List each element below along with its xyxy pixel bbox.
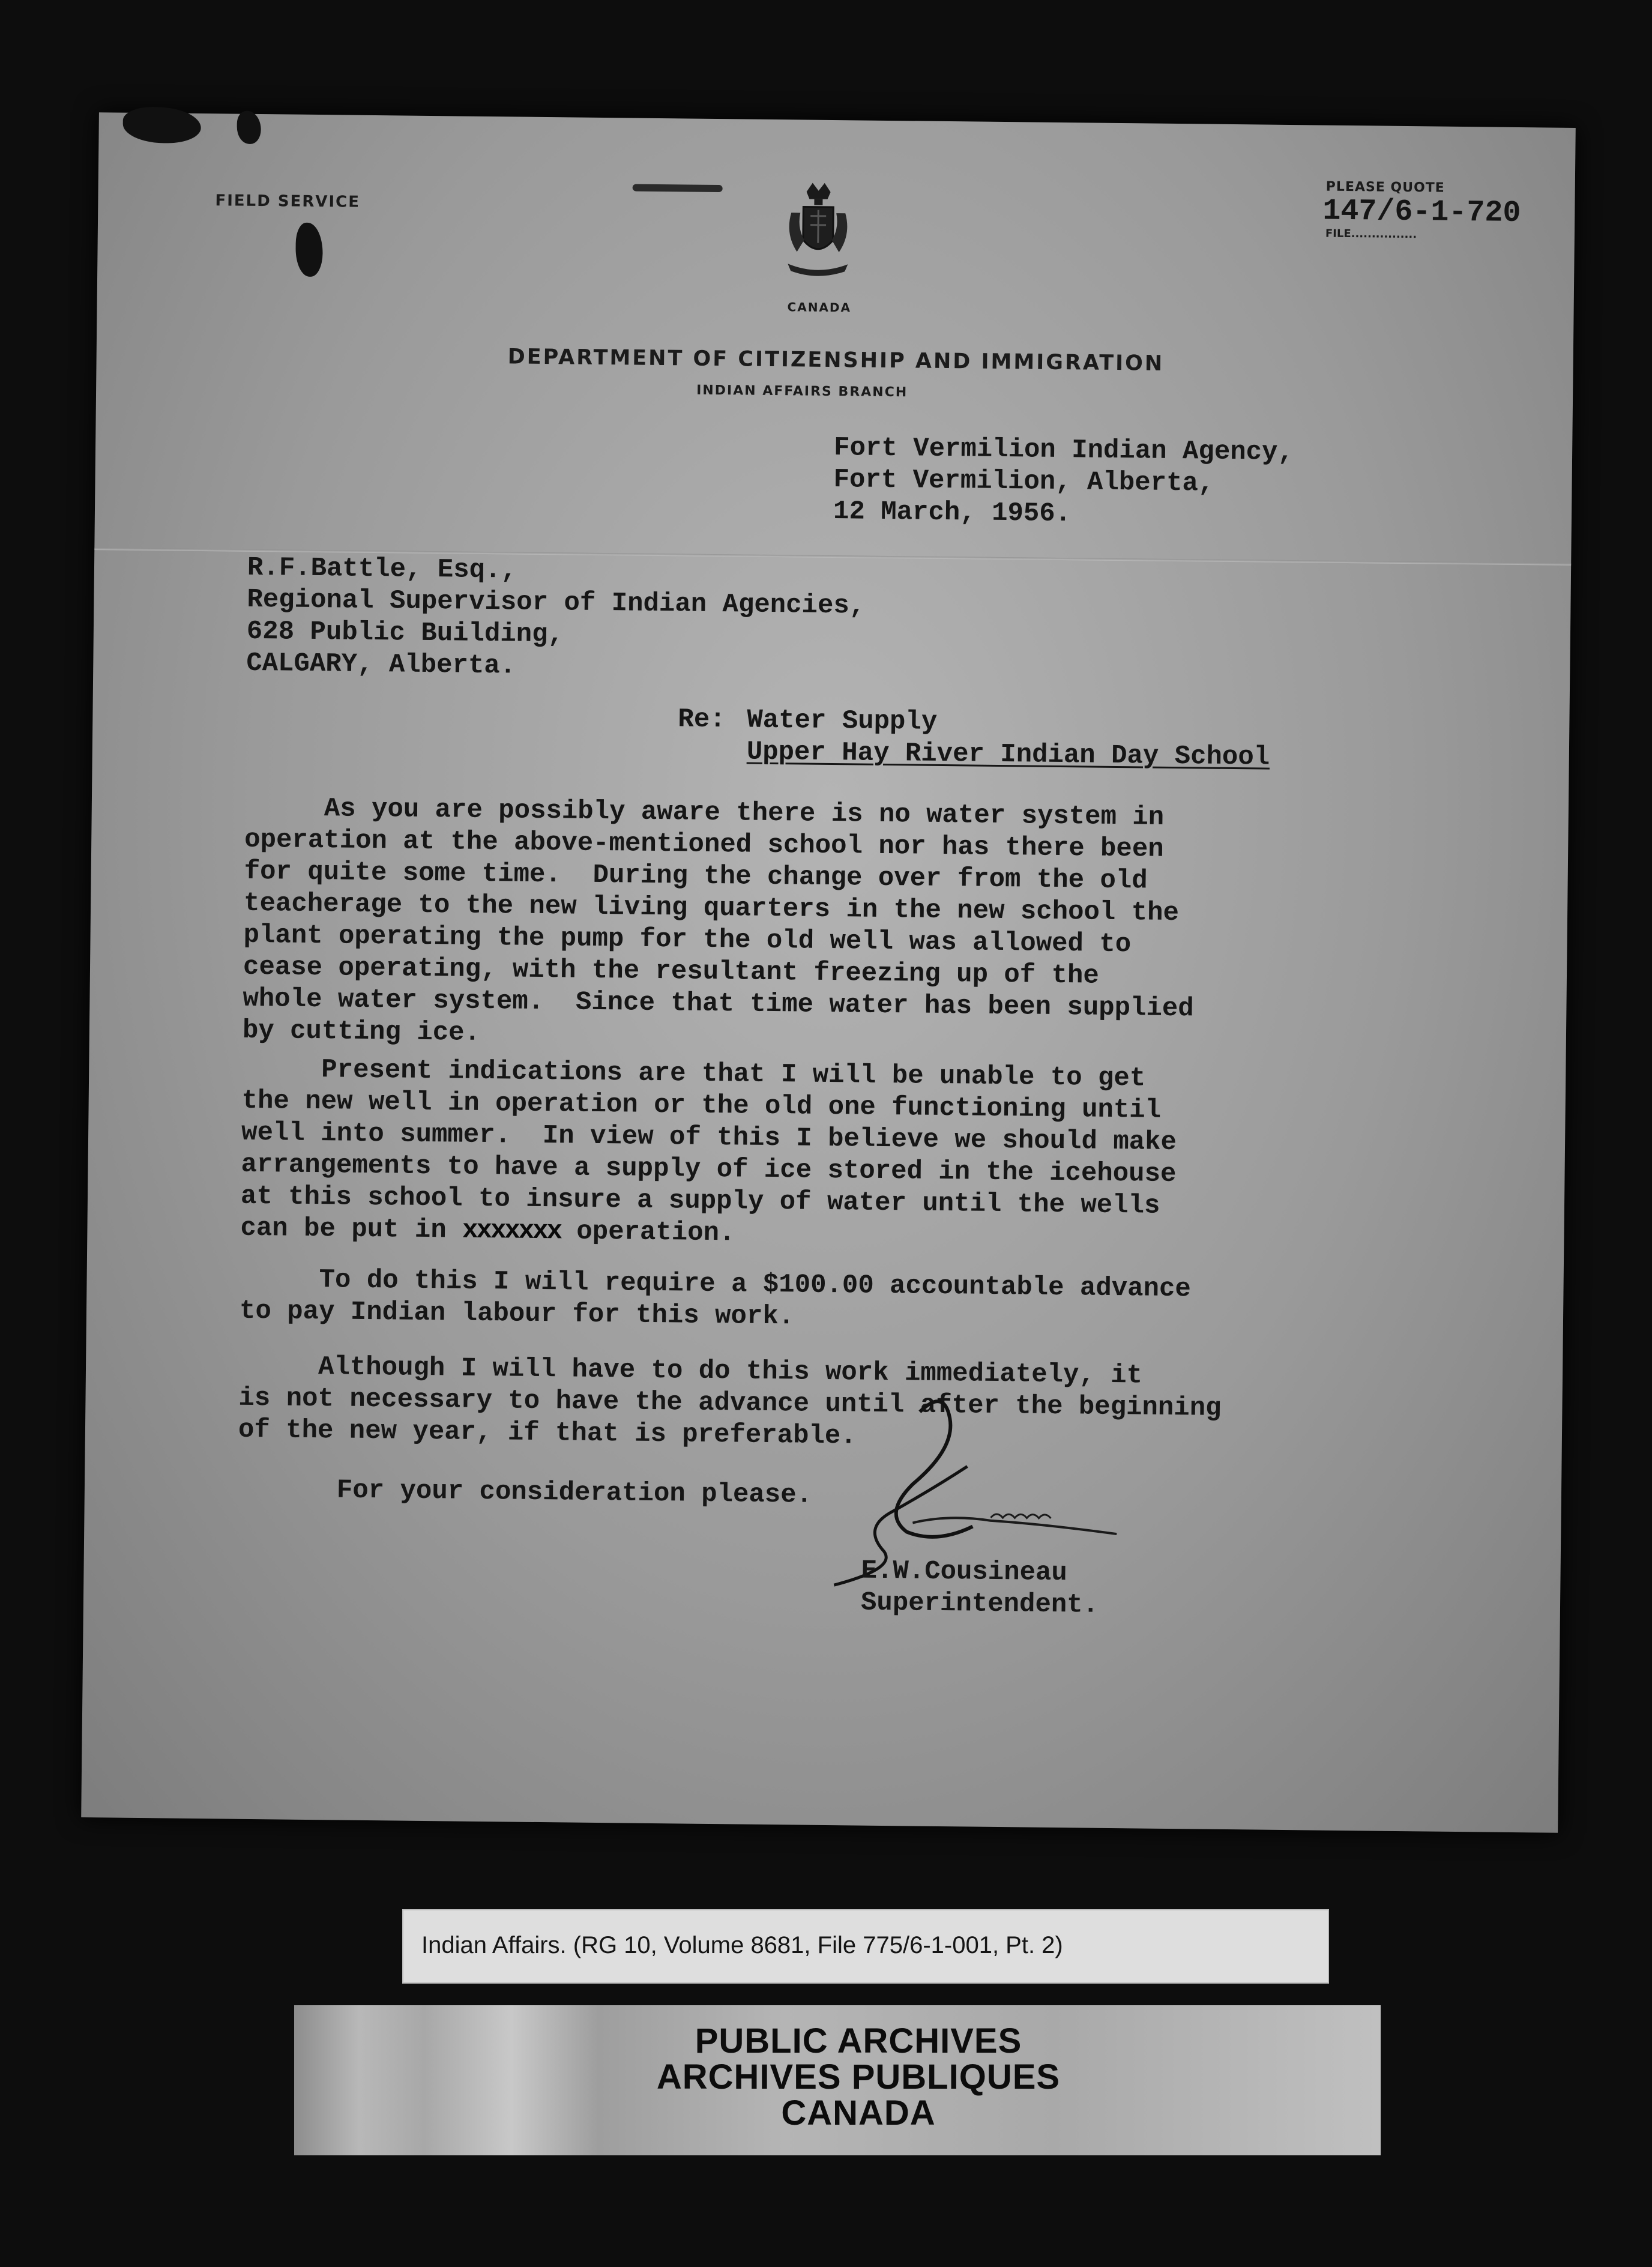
subject-line: Upper Hay River Indian Day School: [746, 737, 1270, 773]
department-heading: DEPARTMENT OF CITIZENSHIP AND IMMIGRATION: [507, 345, 1165, 376]
body-line: operation.: [560, 1216, 735, 1249]
body-line: is not necessary to have the advance until after the beginning: [238, 1383, 1222, 1423]
body-line: cease operating, with the resultant freezing up of the: [243, 952, 1100, 991]
body-line: at this school to insure a supply of water until the wells: [240, 1181, 1160, 1221]
canada-coat-of-arms-icon: [779, 180, 858, 282]
addressee-name: R.F.Battle, Esq.,: [247, 552, 517, 586]
signature-block: [861, 1556, 1099, 1622]
body-line: to pay Indian labour for this work.: [239, 1296, 795, 1332]
body-line: by cutting ice.: [242, 1015, 481, 1048]
subject-label: Re:: [678, 704, 726, 735]
addressee-title: Regional Supervisor of Indian Agencies,: [247, 584, 866, 621]
archive-stamp: [588, 2023, 1129, 2131]
struck-out-word: xxxxxxx: [462, 1215, 561, 1247]
archive-caption: Indian Affairs. (RG 10, Volume 8681, File 775/6-1-001, Pt. 2): [421, 1932, 1063, 1958]
body-line: To do this I will require a $100.00 accountable advance: [240, 1264, 1192, 1305]
archive-caption-card: [402, 1909, 1329, 1984]
field-service-label: FIELD SERVICE: [215, 192, 361, 211]
archive-stamp-strip: [294, 2005, 1381, 2155]
body-line: Although I will have to do this work immediately, it: [238, 1351, 1143, 1391]
archive-stamp-line: ARCHIVES PUBLIQUES: [656, 2057, 1061, 2096]
body-line: operation at the above-mentioned school nor has there been: [244, 824, 1164, 865]
sender-address-block: [833, 432, 1294, 533]
letter-page: [81, 112, 1576, 1833]
body-line: for quite some time. During the change over from the old: [244, 856, 1148, 896]
addressee-city: CALGARY, Alberta.: [246, 648, 516, 681]
addressee-block: [246, 552, 866, 686]
subject-line: Water Supply: [747, 705, 938, 737]
body-paragraph: [240, 1264, 1191, 1338]
crest-caption: CANADA: [787, 300, 852, 315]
closing-line: For your consideration please.: [336, 1475, 813, 1511]
body-line: Present indications are that I will be unable to get: [242, 1054, 1146, 1094]
sender-line: Fort Vermilion, Alberta,: [833, 465, 1214, 499]
archive-stamp-line: CANADA: [781, 2093, 936, 2133]
addressee-street: 628 Public Building,: [246, 616, 564, 650]
torn-corner: [237, 111, 261, 144]
body-line: the new well in operation or the old one functioning until: [241, 1085, 1162, 1126]
sender-line: Fort Vermilion Indian Agency,: [833, 433, 1294, 468]
subject-block: [678, 704, 1270, 773]
body-line: of the new year, if that is preferable.: [238, 1414, 857, 1452]
file-number: 147/6-1-720: [1322, 194, 1521, 231]
signatory-title: Superintendent.: [860, 1587, 1099, 1620]
body-paragraph: [243, 792, 1196, 1057]
letter-date: 12 March, 1956.: [833, 497, 1072, 530]
body-line: plant operating the pump for the old well was allowed to: [243, 920, 1132, 960]
body-line: can be put in: [240, 1213, 463, 1246]
signatory-name: E.W.Cousineau: [861, 1556, 1068, 1589]
punch-hole: [295, 223, 323, 277]
torn-corner: [122, 107, 201, 143]
body-line: whole water system. Since that time water has been supplied: [243, 983, 1194, 1024]
file-label: FILE................: [1325, 227, 1417, 241]
staple-mark: [633, 184, 723, 193]
body-line: As you are possibly aware there is no water system in: [244, 792, 1165, 833]
body-line: teacherage to the new living quarters in the new school the: [243, 888, 1180, 929]
body-paragraph: [240, 1054, 1177, 1254]
body-line: well into summer. In view of this I believe we should make: [241, 1117, 1177, 1158]
please-quote-label: PLEASE QUOTE: [1325, 179, 1445, 196]
body-line: arrangements to have a supply of ice stored in the icehouse: [241, 1149, 1177, 1190]
branch-heading: INDIAN AFFAIRS BRANCH: [696, 382, 908, 400]
archive-stamp-line: PUBLIC ARCHIVES: [695, 2021, 1022, 2060]
